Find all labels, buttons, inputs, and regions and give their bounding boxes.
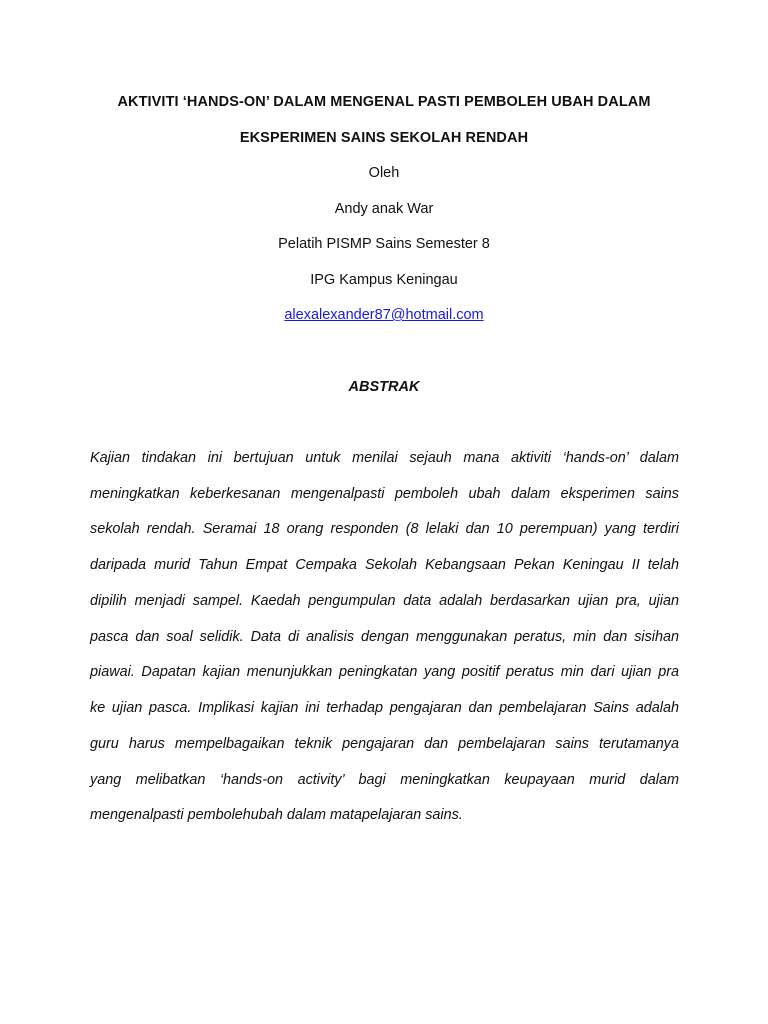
abstract-line: guru harus mempelbagaikan teknik pengajaran dan pembelajaran sains terutamanya: [90, 736, 679, 752]
abstract-line: dipilih menjadi sampel. Kaedah pengumpulan data adalah berdasarkan ujian pra, ujian: [90, 593, 679, 609]
author-role: Pelatih PISMP Sains Semester 8: [278, 236, 490, 252]
author-email-link[interactable]: alexalexander87@hotmail.com: [284, 307, 484, 323]
abstract-line: mengenalpasti pembolehubah dalam matapelajaran sains.: [90, 807, 463, 823]
author-name: Andy anak War: [334, 201, 434, 217]
author-by-label: Oleh: [368, 165, 400, 181]
author-institution: IPG Kampus Keningau: [310, 272, 458, 288]
abstract-line: piawai. Dapatan kajian menunjukkan peningkatan yang positif peratus min dari ujian pra: [90, 664, 679, 680]
abstract-line: meningkatkan keberkesanan mengenalpasti pemboleh ubah dalam eksperimen sains: [90, 486, 679, 502]
abstract-line: Kajian tindakan ini bertujuan untuk menilai sejauh mana aktiviti ‘hands-on’ dalam: [90, 450, 679, 466]
abstract-heading: ABSTRAK: [348, 379, 420, 395]
author-email-line: [0, 307, 768, 323]
paper-title-line-1: AKTIVITI ‘HANDS-ON’ DALAM MENGENAL PASTI PEMBOLEH UBAH DALAM: [117, 94, 651, 110]
abstract-line: pasca dan soal selidik. Data di analisis dengan menggunakan peratus, min dan sisihan: [90, 629, 679, 645]
abstract-line: yang melibatkan ‘hands-on activity’ bagi meningkatkan keupayaan murid dalam: [90, 772, 679, 788]
abstract-line: sekolah rendah. Seramai 18 orang responden (8 lelaki dan 10 perempuan) yang terdiri: [90, 521, 679, 537]
paper-title-line-2: EKSPERIMEN SAINS SEKOLAH RENDAH: [239, 130, 529, 146]
abstract-line: daripada murid Tahun Empat Cempaka Sekolah Kebangsaan Pekan Keningau II telah: [90, 557, 679, 573]
abstract-line: ke ujian pasca. Implikasi kajian ini terhadap pengajaran dan pembelajaran Sains adalah: [90, 700, 679, 716]
